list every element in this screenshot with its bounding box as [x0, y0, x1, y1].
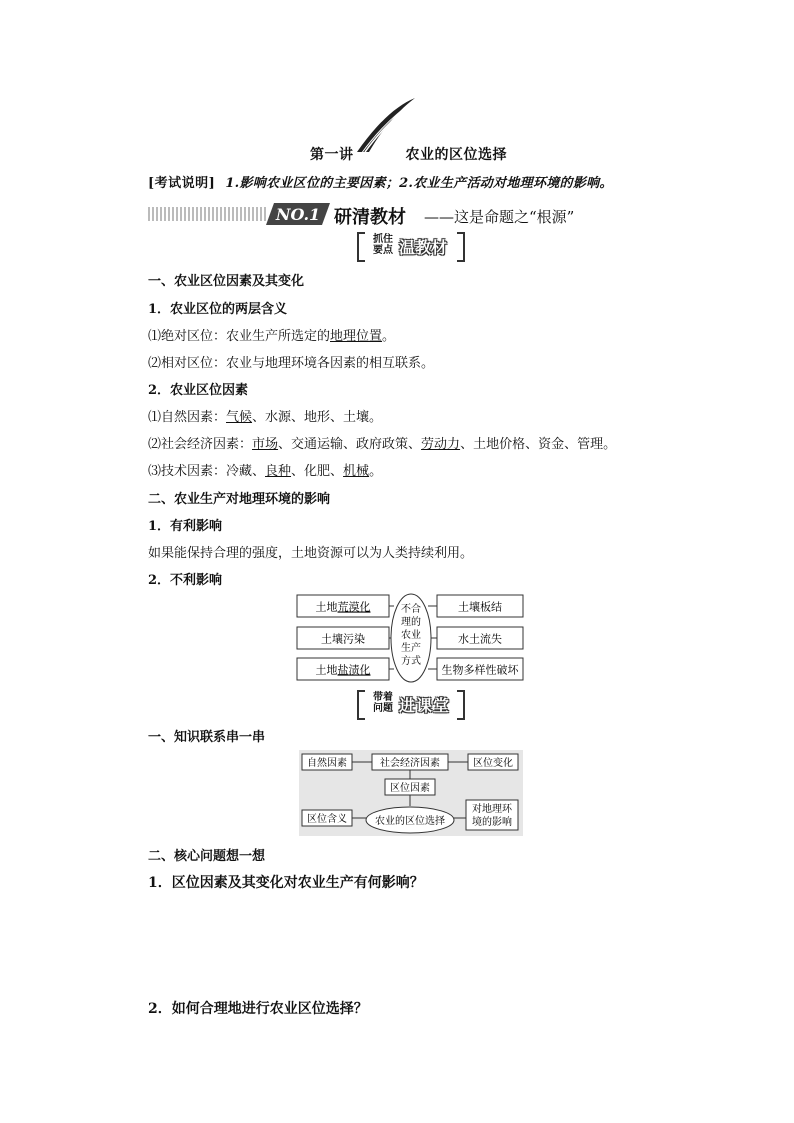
natural-factors-line: [148, 406, 382, 425]
nat-underlined: 气候: [226, 410, 253, 425]
banner-enter-classroom: [357, 690, 465, 718]
tech-underlined-1: 良种: [265, 464, 292, 479]
banner2-small-top: 带着: [373, 692, 393, 703]
center-line-3: 农业: [401, 630, 421, 641]
center-label: 农业的区位选择: [375, 816, 445, 827]
nat-suffix: 、水源、地形、土壤。: [252, 410, 383, 425]
no1-badge: [266, 203, 330, 225]
tech-underlined-2: 机械: [343, 464, 370, 479]
soc-underlined-1: 市场: [252, 437, 279, 452]
tech-mid: 、化肥、: [291, 464, 344, 479]
part1-sub1: 1．农业区位的两层含义: [148, 302, 288, 317]
abs-prefix: ⑴绝对区位：农业生产所选定的: [148, 329, 331, 344]
relative-location-line: ⑵相对区位：农业与地理环境各因素的相互联系。: [148, 356, 435, 371]
soc-prefix: ⑵社会经济因素：: [148, 437, 253, 452]
top-label-1: 自然因素: [307, 758, 347, 769]
abs-suffix: 。: [382, 329, 396, 344]
left-label-2: 土壤污染: [321, 632, 365, 646]
question-2: 2．如何合理地进行农业区位选择？: [148, 1001, 368, 1017]
right-label-1: 对地理环: [472, 804, 512, 815]
left-label-3: 土地盐渍化: [315, 663, 371, 677]
part1-sub2: 2．农业区位因素: [148, 383, 249, 398]
right-label-2: 境的影响: [472, 817, 512, 828]
left-label: 区位含义: [307, 814, 347, 825]
exam-content: 1.影响农业区位的主要因素；2.农业生产活动对地理环境的影响。: [225, 176, 613, 191]
tech-suffix: 。: [369, 464, 383, 479]
lecture-number: 第一讲: [310, 147, 354, 163]
adverse-impact-diagram: [296, 592, 526, 688]
center-line-2: 理的: [401, 617, 421, 628]
knowledge-map-diagram: [299, 750, 523, 840]
part2-sub1-text: 如果能保持合理的强度，土地资源可以为人类持续利用。: [148, 546, 474, 561]
banner2-big: 进课堂: [399, 696, 451, 715]
soc-suffix: 、土地价格、资金、管理。: [460, 437, 617, 452]
top-label-2: 社会经济因素: [380, 758, 440, 769]
hatch-decoration: [148, 207, 266, 221]
nat-prefix: ⑴自然因素：: [148, 410, 227, 425]
banner2-small-bottom: 问题: [373, 703, 393, 714]
banner-review-textbook: [357, 232, 465, 260]
center-line-4: 生产: [401, 643, 421, 654]
part3-heading: 一、知识联系串一串: [148, 730, 266, 745]
soc-underlined-2: 劳动力: [421, 437, 461, 452]
part1-heading: 一、农业区位因素及其变化: [148, 274, 305, 289]
absolute-location-line: [148, 325, 395, 344]
section-banner: [148, 201, 628, 227]
right-label-3: 生物多样性破坏: [441, 663, 519, 677]
tech-prefix: ⑶技术因素：冷藏、: [148, 464, 266, 479]
exam-label: [考试说明]: [148, 176, 216, 191]
part2-sub2: 2．不利影响: [148, 573, 223, 588]
tech-factors-line: [148, 460, 382, 479]
abs-underlined: 地理位置: [330, 329, 383, 344]
left-label-1: 土地荒漠化: [315, 600, 371, 614]
top-label-3: 区位变化: [473, 758, 513, 769]
banner1-small-top: 抓住: [373, 234, 393, 245]
banner1-big: 温教材: [399, 238, 448, 257]
middle-label: 区位因素: [390, 783, 430, 794]
right-label-2: 水土流失: [458, 632, 502, 646]
section-title: 研清教材: [334, 207, 406, 228]
no1-badge-text: NO.1: [275, 205, 321, 224]
part2-heading: 二、农业生产对地理环境的影响: [148, 492, 331, 507]
part2-sub1: 1．有利影响: [148, 519, 223, 534]
section-subtitle: ——这是命题之“根源”: [424, 208, 575, 226]
center-line-1: 不合: [401, 604, 421, 615]
question-1: 1．区位因素及其变化对农业生产有何影响？: [148, 875, 424, 891]
part4-heading: 二、核心问题想一想: [148, 849, 266, 864]
lecture-name: 农业的区位选择: [405, 147, 507, 163]
right-label-1: 土壤板结: [458, 600, 502, 614]
lecture-title: [310, 144, 507, 164]
exam-description: [148, 172, 613, 191]
social-factors-line: [148, 433, 616, 452]
banner1-small-bottom: 要点: [373, 245, 393, 256]
center-line-5: 方式: [401, 656, 421, 667]
soc-mid: 、交通运输、政府政策、: [278, 437, 422, 452]
